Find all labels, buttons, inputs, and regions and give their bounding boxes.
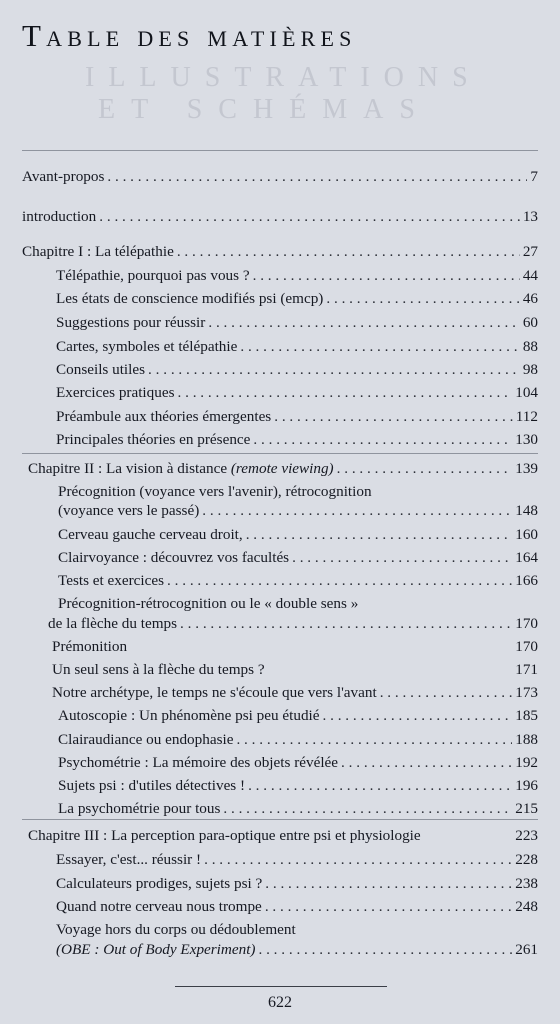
page-number: 622 — [268, 994, 292, 1011]
leader-dots — [177, 242, 520, 262]
entry-label: Cartes, symboles et télépathie — [56, 338, 238, 355]
entry-label: Prémonition — [52, 638, 128, 655]
entry-label: Tests et exercices — [58, 572, 165, 589]
entry-label: La psychométrie pour tous — [58, 800, 221, 817]
entry-page: 130 — [515, 431, 538, 448]
entry-label: Avant-propos — [22, 168, 105, 185]
toc-entry-cerveau-trompe[interactable] — [56, 897, 538, 917]
toc-entry-chapitre-1[interactable] — [22, 242, 538, 262]
entry-page: 223 — [515, 827, 538, 844]
leader-dots — [274, 407, 513, 427]
leader-dots — [248, 776, 512, 796]
leader-dots — [107, 167, 527, 187]
entry-page: 261 — [515, 941, 538, 958]
toc-entry-psychometrie[interactable] — [58, 753, 538, 773]
entry-label: Sujets psi : d'utiles détectives ! — [58, 777, 246, 794]
toc-entry-precognition[interactable] — [58, 501, 538, 521]
entry-page: 46 — [522, 290, 538, 307]
leader-dots — [323, 706, 513, 726]
entry-label: Clairvoyance : découvrez vos facultés — [58, 549, 290, 566]
entry-page: 170 — [515, 638, 538, 655]
toc-entry-obe[interactable] — [56, 940, 538, 960]
leader-dots — [258, 940, 512, 960]
leader-dots — [337, 459, 513, 479]
toc-entry-seul-sens[interactable] — [52, 660, 538, 680]
entry-page: 60 — [522, 314, 538, 331]
entry-label: Chapitre III : La perception para-optique entre psi et physiologie — [28, 827, 421, 844]
toc-entry-chapitre-2[interactable] — [28, 459, 538, 479]
entry-label: Conseils utiles — [56, 361, 146, 378]
leader-dots — [380, 683, 513, 703]
entry-label: Psychométrie : La mémoire des objets révélée — [58, 754, 339, 771]
leader-dots — [253, 430, 512, 450]
leader-dots — [265, 874, 512, 894]
toc-entry-sujets-psi[interactable] — [58, 776, 538, 796]
leader-dots — [265, 897, 512, 917]
leader-dots — [202, 501, 512, 521]
entry-label: Clairaudiance ou endophasie — [58, 731, 234, 748]
entry-page: 166 — [515, 572, 538, 589]
entry-page: 13 — [522, 208, 538, 225]
entry-label: Cerveau gauche cerveau droit, — [58, 526, 243, 543]
entry-page: 7 — [530, 168, 538, 185]
entry-page: 192 — [515, 754, 538, 771]
toc-entry-telepathie-pourquoi[interactable] — [56, 266, 538, 286]
toc-entry-archetype[interactable] — [52, 683, 538, 703]
entry-page: 248 — [515, 898, 538, 915]
entry-label: Autoscopie : Un phénomène psi peu étudié — [58, 707, 320, 724]
entry-label: Principales théories en présence — [56, 431, 251, 448]
entry-page: 185 — [515, 707, 538, 724]
toc-entry-cartes[interactable] — [56, 337, 538, 357]
leader-dots — [246, 525, 513, 545]
leader-dots — [341, 753, 512, 773]
entry-page: 148 — [515, 502, 538, 519]
toc-entry-essayer[interactable] — [56, 850, 538, 870]
leader-dots — [178, 383, 513, 403]
toc-entry-exercices[interactable] — [56, 383, 538, 403]
entry-label: Chapitre II : La vision à distance (remote viewing) — [28, 460, 334, 477]
entry-label: Chapitre I : La télépathie — [22, 243, 174, 260]
entry-page: 139 — [515, 460, 538, 477]
entry-label: Quand notre cerveau nous trompe — [56, 898, 262, 915]
toc-entry-suggestions[interactable] — [56, 313, 538, 333]
entry-page: 215 — [515, 800, 538, 817]
toc-entry-chapitre-3[interactable] — [28, 826, 538, 846]
toc-entry-precognition-line1[interactable]: Précognition (voyance vers l'avenir), rétrocognition — [58, 483, 372, 500]
leader-dots — [167, 571, 512, 591]
toc-entry-avant-propos[interactable] — [22, 167, 538, 187]
toc-entry-psychometrie-tous[interactable] — [58, 799, 538, 819]
toc-entry-clairaudiance[interactable] — [58, 730, 538, 750]
toc-entry-preambule[interactable] — [56, 407, 538, 427]
entry-page: 160 — [515, 526, 538, 543]
entry-label: de la flèche du temps — [48, 615, 178, 632]
entry-page: 238 — [515, 875, 538, 892]
toc-entry-autoscopie[interactable] — [58, 706, 538, 726]
entry-label: Les états de conscience modifiés psi (emcp) — [56, 290, 324, 307]
entry-page: 104 — [515, 384, 538, 401]
entry-label: Un seul sens à la flèche du temps ? — [52, 661, 265, 678]
entry-label: Télépathie, pourquoi pas vous ? — [56, 267, 250, 284]
entry-page: 196 — [515, 777, 538, 794]
leader-dots — [223, 799, 512, 819]
leader-dots — [292, 548, 512, 568]
entry-label: Notre archétype, le temps ne s'écoule que vers l'avant — [52, 684, 377, 701]
toc-entry-double-sens-line1[interactable]: Précognition-rétrocognition ou le « double sens » — [58, 595, 359, 612]
entry-page: 112 — [515, 408, 538, 425]
toc-entry-premonition[interactable] — [52, 637, 538, 657]
entry-page: 173 — [515, 684, 538, 701]
entry-page: 188 — [515, 731, 538, 748]
entry-page: 98 — [522, 361, 538, 378]
toc-entry-conseils[interactable] — [56, 360, 538, 380]
toc-entry-etats-conscience[interactable] — [56, 289, 538, 309]
page-title: Table des matières — [22, 18, 357, 53]
ghost-line-2: ET SCHÉMAS — [98, 94, 431, 125]
toc-entry-calculateurs[interactable] — [56, 874, 538, 894]
entry-page: 170 — [515, 615, 538, 632]
entry-page: 171 — [515, 661, 538, 678]
entry-label: Préambule aux théories émergentes — [56, 408, 272, 425]
ghost-line-1: ILLUSTRATIONS — [85, 62, 482, 93]
entry-label: Exercices pratiques — [56, 384, 175, 401]
leader-dots — [326, 289, 519, 309]
toc-entry-cerveau[interactable] — [58, 525, 538, 545]
footer-rule — [175, 986, 387, 987]
toc-entry-introduction[interactable] — [22, 207, 538, 227]
leader-dots — [99, 207, 520, 227]
toc-entry-clairvoyance[interactable] — [58, 548, 538, 568]
leader-dots — [253, 266, 520, 286]
leader-dots — [240, 337, 519, 357]
entry-label: Suggestions pour réussir — [56, 314, 206, 331]
entry-page: 44 — [522, 267, 538, 284]
entry-page: 27 — [522, 243, 538, 260]
entry-page: 164 — [515, 549, 538, 566]
leader-dots — [148, 360, 520, 380]
toc-entry-tests[interactable] — [58, 571, 538, 591]
leader-dots — [180, 614, 512, 634]
entry-label: Essayer, c'est... réussir ! — [56, 851, 202, 868]
leader-dots — [204, 850, 512, 870]
entry-label-italic: (remote viewing) — [230, 460, 334, 477]
entry-label — [56, 940, 255, 960]
entry-label: Calculateurs prodiges, sujets psi ? — [56, 875, 263, 892]
toc-entry-double-sens[interactable] — [48, 614, 538, 634]
toc-entry-voyage-line1[interactable]: Voyage hors du corps ou dédoublement — [56, 921, 296, 938]
entry-label: introduction — [22, 208, 97, 225]
entry-label-italic: (OBE : Out of Body Experiment) — [56, 941, 256, 958]
entry-page: 228 — [515, 851, 538, 868]
entry-page: 88 — [522, 338, 538, 355]
entry-label: (voyance vers le passé) — [58, 502, 200, 519]
leader-dots — [236, 730, 512, 750]
leader-dots — [208, 313, 519, 333]
toc-entry-principales-theories[interactable] — [56, 430, 538, 450]
